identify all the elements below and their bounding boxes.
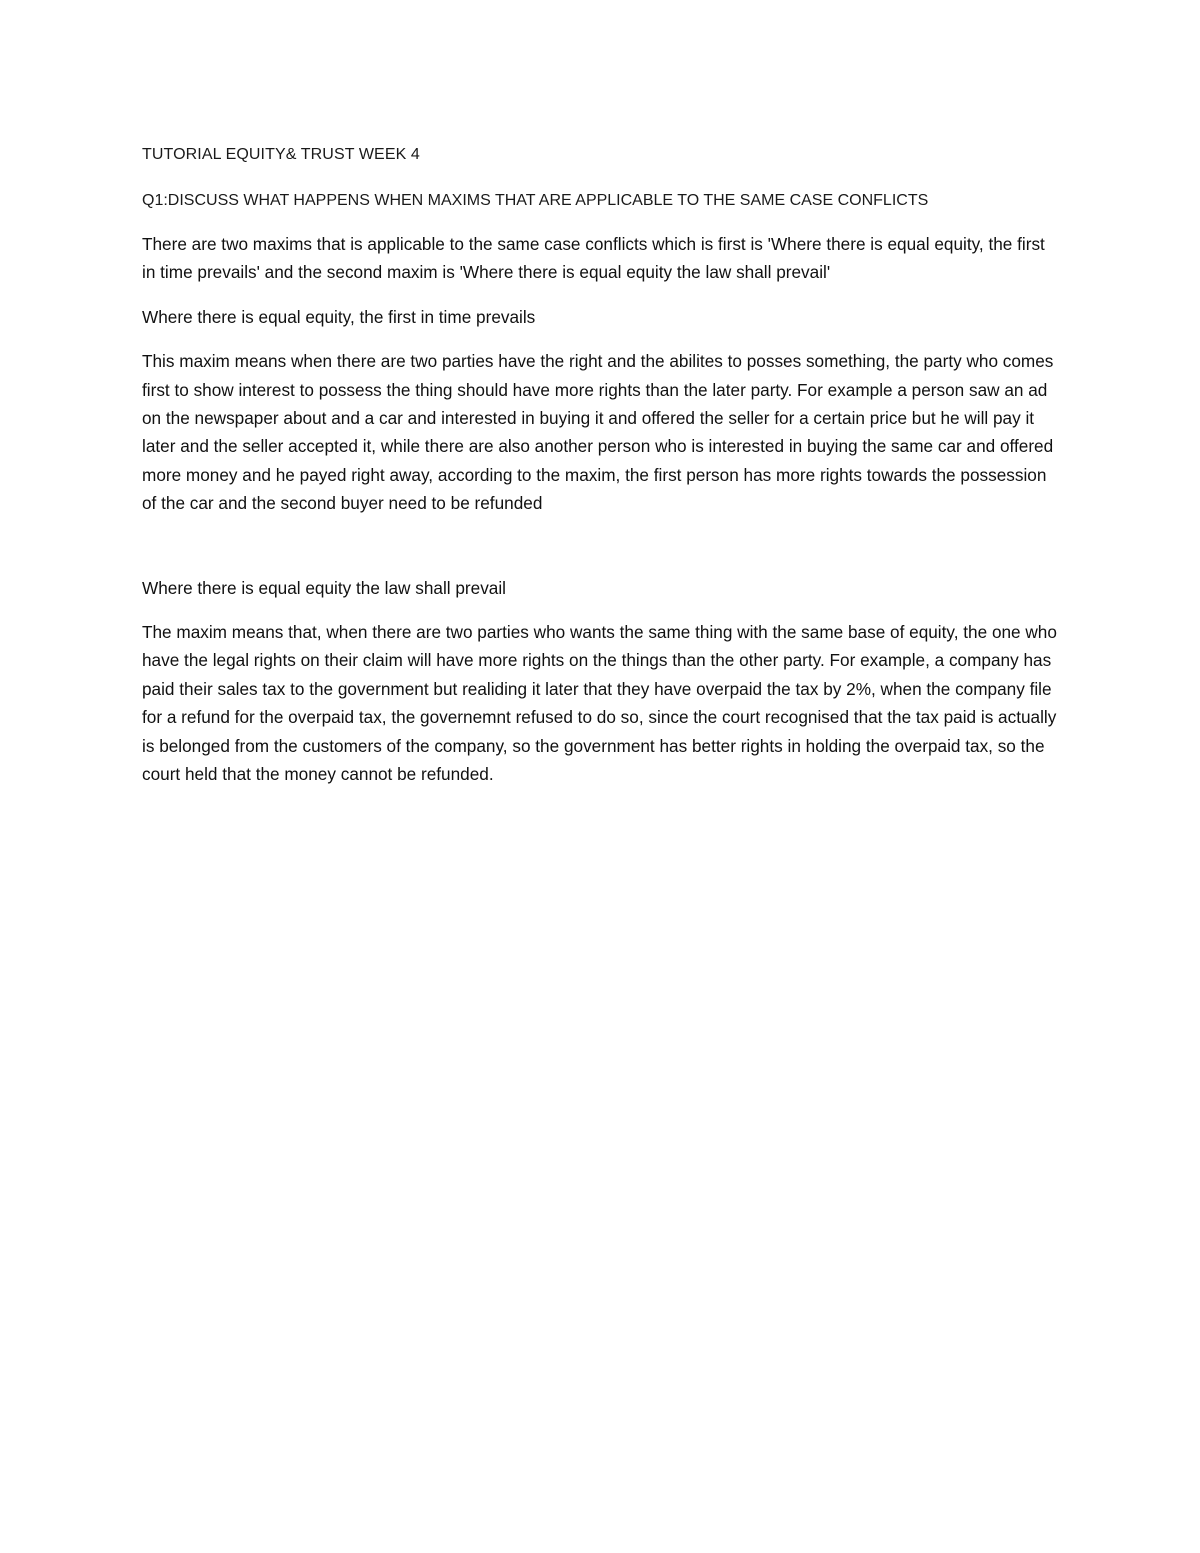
blank-line xyxy=(142,534,1062,574)
section2-heading: Where there is equal equity the law shall prevail xyxy=(142,577,506,598)
question-heading: Q1:DISCUSS WHAT HAPPENS WHEN MAXIMS THAT ARE APPLICABLE TO THE SAME CASE CONFLICTS xyxy=(142,192,929,209)
section2-body: The maxim means that, when there are two parties who wants the same thing with the same base of equity, the one who have the legal rights on their claim will have more rights on the things than the other party. For example, a company has paid their sales tax to the government but realiding it later that they have overpaid the tax by 2%, when the company file for a refund for the overpaid tax, the governemnt refused to do so, since the court recognised that the tax paid is actually is belonged from the customers of the company, so the government has better rights in holding the overpaid tax, so the court held that the money cannot be refunded. xyxy=(142,622,1057,785)
intro-paragraph: There are two maxims that is applicable to the same case conflicts which is first is 'Where there is equal equity, the first in time prevails' and the second maxim is 'Where there is equal equity the law shall prevail' xyxy=(142,234,1045,283)
document-content xyxy=(142,144,1062,805)
document-title: TUTORIAL EQUITY& TRUST WEEK 4 xyxy=(142,146,420,163)
section1-body: This maxim means when there are two parties have the right and the abilites to posses something, the party who comes first to show interest to possess the thing should have more rights than the later party. For example a person saw an ad on the newspaper about and a car and interested in buying it and offered the seller for a certain price but he will pay it later and the seller accepted it, while there are also another person who is interested in buying the same car and offered more money and he payed right away, according to the maxim, the first person has more rights towards the possession of the car and the second buyer need to be refunded xyxy=(142,351,1054,514)
section1-heading: Where there is equal equity, the first in time prevails xyxy=(142,306,536,327)
